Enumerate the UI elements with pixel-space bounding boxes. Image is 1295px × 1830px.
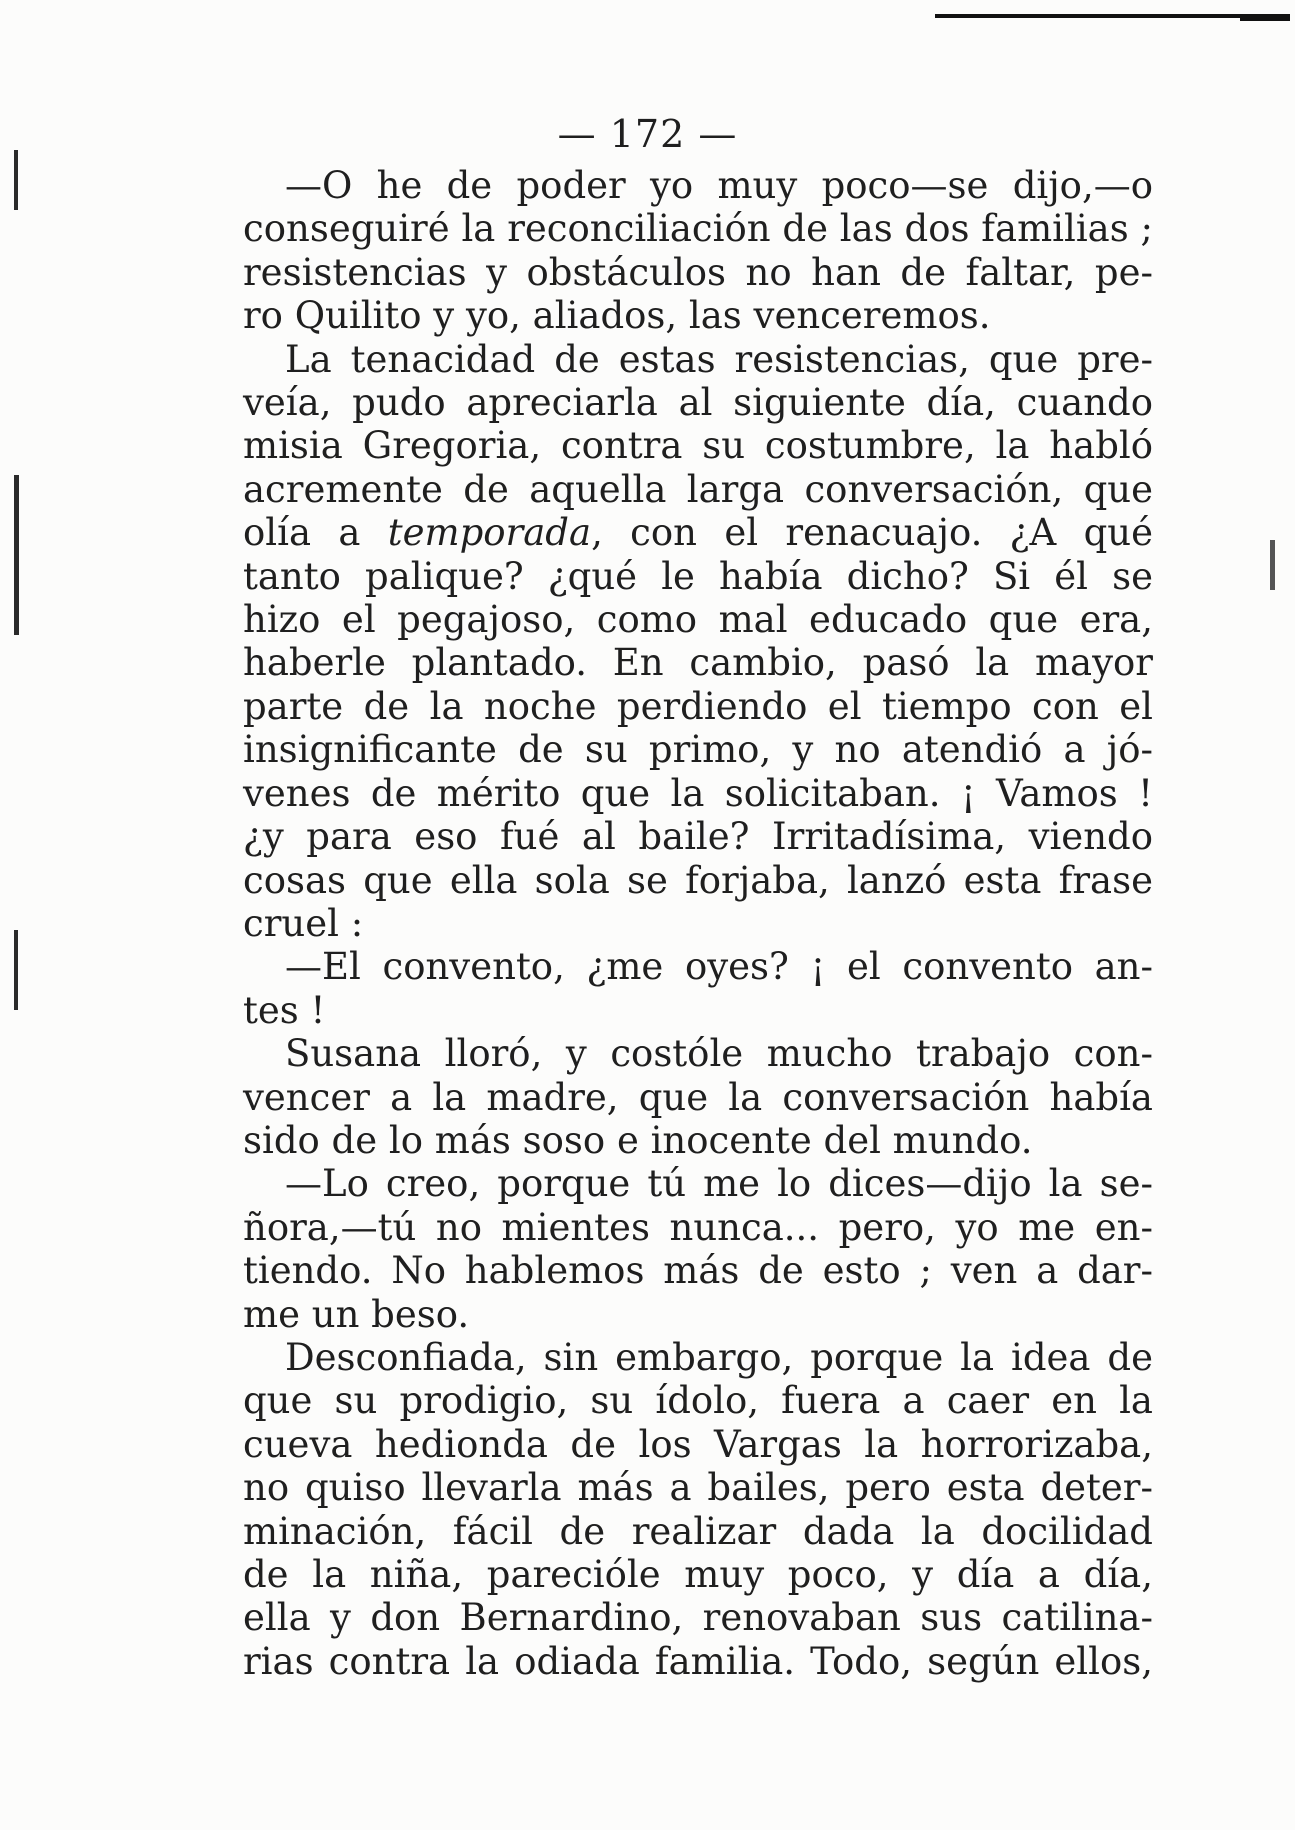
text-line: conseguiré la reconciliación de las dos familias ;: [243, 207, 1153, 251]
text-line: ¿y para eso fué al baile? Irritadísima, viendo: [243, 815, 1153, 859]
text-line: —Lo creo, porque tú me lo dices—dijo la se-: [285, 1162, 1153, 1206]
text-line: minación, fácil de realizar dada la docilidad: [243, 1509, 1153, 1553]
text-line: Susana lloró, y costóle mucho trabajo con-: [285, 1032, 1153, 1076]
left-margin-mark: [14, 930, 18, 1010]
text-segment: , con el renacuajo. ¿A qué: [591, 511, 1153, 555]
text-line: —O he de poder yo muy poco—se dijo,—o: [285, 164, 1153, 207]
text-line: cueva hedionda de los Vargas la horrorizaba,: [243, 1422, 1153, 1466]
text-line: misia Gregoria, contra su costumbre, la habló: [243, 424, 1153, 468]
top-edge-rule: [935, 14, 1290, 18]
text-line: venes de mérito que la solicitaban. ¡ Vamos !: [243, 771, 1153, 815]
italic-word: temporada: [387, 511, 592, 555]
text-line: que su prodigio, su ídolo, fuera a caer en la: [243, 1379, 1153, 1423]
text-line: veía, pudo apreciarla al siguiente día, cuando: [243, 381, 1153, 425]
text-line: no quiso llevarla más a bailes, pero esta deter-: [243, 1466, 1153, 1510]
text-line: sido de lo más soso e inocente del mundo.: [243, 1118, 1033, 1162]
text-line: La tenacidad de estas resistencias, que pre-: [285, 337, 1153, 381]
body-text: [243, 164, 1153, 1683]
text-line: rias contra la odiada familia. Todo, según ellos,: [243, 1639, 1153, 1683]
page-number: — 172 —: [557, 112, 738, 156]
text-line: tes !: [243, 988, 326, 1032]
text-line: vencer a la madre, que la conversación había: [243, 1075, 1153, 1119]
text-line: tiendo. No hablemos más de esto ; ven a dar-: [243, 1249, 1153, 1293]
text-segment: olía a: [243, 511, 388, 555]
text-line: me un beso.: [243, 1292, 470, 1336]
text-line: acremente de aquella larga conversación, que: [243, 467, 1153, 511]
text-line: cosas que ella sola se forjaba, lanzó esta frase: [243, 858, 1153, 902]
top-edge-rule-end: [1240, 14, 1290, 21]
text-line: cruel :: [243, 901, 364, 945]
text-line: ella y don Bernardino, renovaban sus catilina-: [243, 1596, 1153, 1640]
left-margin-mark: [14, 475, 19, 635]
text-line: Desconfiada, sin embargo, porque la idea de: [285, 1335, 1153, 1379]
right-margin-speck: [1270, 540, 1275, 590]
left-margin-mark: [14, 150, 18, 210]
text-line: tanto palique? ¿qué le había dicho? Si él se: [243, 554, 1153, 598]
text-line: parte de la noche perdiendo el tiempo con el: [243, 684, 1153, 728]
text-line: [243, 511, 1153, 554]
text-line: insignificante de su primo, y no atendió a jó-: [243, 728, 1153, 772]
text-line: hizo el pegajoso, como mal educado que era,: [243, 598, 1153, 642]
text-line: de la niña, parecióle muy poco, y día a día,: [243, 1553, 1153, 1596]
text-line: resistencias y obstáculos no han de faltar, pe-: [243, 250, 1153, 294]
text-line: ñora,—tú no mientes nunca... pero, yo me en-: [243, 1205, 1153, 1249]
text-line: ro Quilito y yo, aliados, las venceremos.: [243, 294, 991, 338]
text-line: —El convento, ¿me oyes? ¡ el convento an-: [285, 945, 1153, 989]
text-line: haberle plantado. En cambio, pasó la mayor: [243, 641, 1153, 685]
